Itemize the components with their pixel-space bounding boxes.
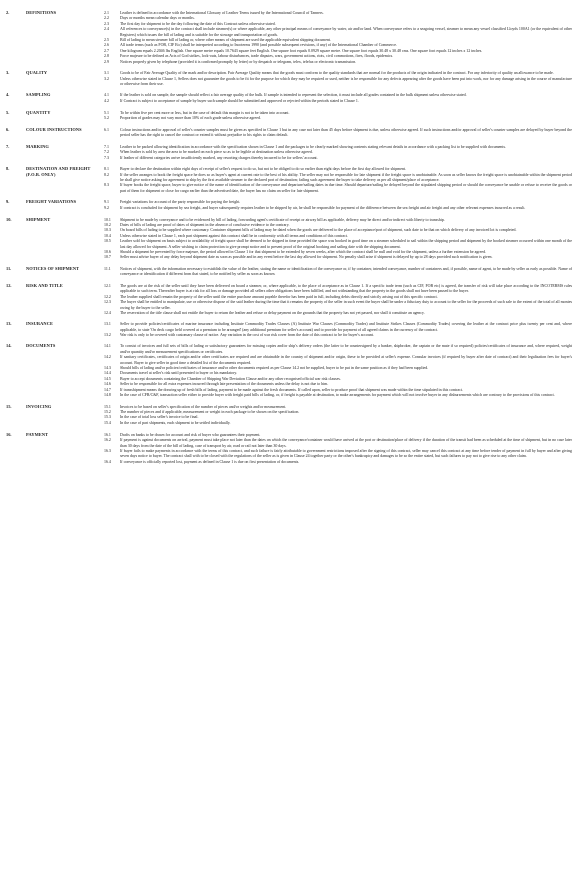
clause-number: 8.: [6, 166, 10, 172]
subclause-text: When leather is sold by area the area to be marked on each piece so as to be legible at destination unless otherwise agreed.: [120, 149, 313, 155]
clause-title: INVOICING: [26, 403, 52, 409]
subclause-number: 15.2: [104, 409, 111, 414]
subclause-text: If payment is against documents on arrival, payment must take place not later than the dates on which the conveyance/container would have arrived at the port or destination/place of delivery if the duration of the transit had been as scheduled at the time of shipment, but in no case later than 30 days from the date of the bill of lading, case of transport by air, road or rail not later than 30 days.: [120, 437, 572, 448]
subclause-number: 8.2: [104, 171, 109, 177]
subclause: [104, 448, 572, 459]
subclause-text: In the case of CFR/C&F, transaction seller either to provide buyer with freight paid bills of lading, or, if freight is payable at destination, to make arrangements for payment which will not involve buyer in any disbursements which are contrary to the provisions of this contract.: [120, 392, 555, 398]
subclause-number: 6.1: [104, 126, 109, 132]
clause-number: 4.: [6, 92, 10, 98]
subclause: [104, 459, 572, 464]
clause-title: DEFINITIONS: [26, 10, 57, 15]
subclause-text: If leather of different categories arrive insufficiently marked, any resorting charges thereby incurred to be for sellers' account.: [120, 154, 318, 160]
subclause-text: Goods to be of Fair Average Quality of the mark and/or description. Fair Average Quality means that the goods must conform to the quality standards that are normal for the products of the origin indicated in the contract. For any inferiority of quality an allowance to be made.: [120, 70, 554, 76]
subclause: [104, 182, 572, 193]
subclause-text: Leather to be packed allowing identification in accordance with the specification shown in Clause 1 and the packages to be clearly marked showing contents stating relevant details in accordance with a packing list to be supplied with documents.: [120, 144, 506, 149]
subclause-text: Should a shipment be prevented by force majeure, the period allowed in Clause 1 for that shipment to be extended by seven weeks, after which the contract shall be null and void for the shipment, unless a further extension be agreed.: [120, 249, 487, 255]
clause-title: RISK AND TITLE: [26, 283, 63, 288]
subclause: [104, 392, 572, 397]
subclause: [104, 59, 572, 64]
clause-items: [104, 92, 572, 103]
subclause-number: 4.2: [104, 97, 109, 103]
clause-number: 15.: [6, 403, 12, 409]
subclause-number: 5.1: [104, 109, 109, 115]
clause-number: 2.: [6, 10, 10, 15]
subclause-number: 14.3: [104, 365, 111, 371]
clause-items: [104, 127, 572, 138]
clause-title: DOCUMENTS: [26, 343, 56, 349]
subclause-number: 10.6: [104, 249, 111, 255]
subclause: [104, 310, 572, 315]
subclause: [104, 238, 572, 249]
subclause-text: Notices properly given by telephone (provided it is confirmed promptly by letter) or by despatch or telegram, telex, telefax or electronic transmission.: [120, 58, 357, 64]
subclause-text: If Contract is subject to acceptance of sample by buyer such sample should be submitted and approved or rejected within the periods stated in Clause 1.: [120, 97, 359, 103]
subclause-text: The reservation of the title clause shall not entitle the buyer to return the leather and refuse or delay payment on the grounds that the property has not yet passed, nor shall it constitute an agency.: [120, 310, 425, 316]
subclause-number: 15.3: [104, 414, 111, 420]
clause-title: COLOUR INSTRUCTIONS: [26, 126, 82, 132]
subclause-text: Proportion of grades may not vary more than 10% of each grade unless otherwise agreed.: [120, 115, 261, 120]
subclause-number: 14.5: [104, 375, 111, 381]
clause-items: [104, 166, 572, 193]
subclause-text: If the seller arranges to book the freight space he does so as buyer's agent at current rate to the best of his ability. The seller may not be responsible for late shipment if the freight space is unobtainable. As soon as seller knows the freight space is unobtainable within the shipment period he shall give notice asking for agreement to ship by the first available steamer to the declared port of destination; failing such agreement the buyer to take delivery as per all shipment/place of acceptance.: [120, 171, 572, 182]
subclause-number: 2.2: [104, 15, 109, 21]
subclause-text: To consist of invoices and full sets of bills of lading or satisfactory guarantees for missing copies and/or ship's delivery orders (the latter to be countersigned by a banker, shipbroker, the captain or the mate if so required) policies/certificates of insurance and, where required, weight and/or quantity and/or measurement specifications or certificates.: [120, 343, 572, 354]
subclause-text: Buyer to accept documents containing the Chamber of Shipping War Deviation Clause and/or any other recognised official war risk clauses.: [120, 375, 341, 381]
subclause: [104, 76, 572, 87]
subclause: [104, 26, 572, 37]
subclause: [104, 155, 572, 160]
subclause-text: If buyer fails to make payments in accordance with the terms of this contract, and such failure is fairly attributable to government restrictions imposed after the signing of this contract, seller may cancel this contract at any time before tender of payment in full by buyer and after giving seven days notice to buyer. The contract shall with to be closed with the regulations of the seller as is given in Clause 24 together party or the other's bankruptcy and damages to be so the entire stated, but such failures to pay not to give rise to any other claim.: [120, 448, 572, 459]
clause-items: [104, 283, 572, 315]
subclause-number: 7.3: [104, 154, 109, 160]
clause-items: [104, 10, 572, 64]
subclause-number: 14.1: [104, 343, 111, 349]
subclause-text: In the case of total loss seller's invoice to be final.: [120, 414, 199, 420]
subclause: [104, 283, 572, 294]
subclause-number: 3.1: [104, 70, 109, 76]
clause-title: DESTINATION AND FREIGHT (F.O.B. ONLY): [26, 166, 91, 177]
subclause-number: 15.1: [104, 403, 111, 409]
subclause-text: Documents travel at seller's risk until presented to buyer or his mandatory.: [120, 370, 238, 376]
subclause-number: 2.1: [104, 10, 109, 15]
subclause-number: 14.6: [104, 381, 111, 387]
clause-items: [104, 70, 572, 86]
subclause-text: Leather sold for shipment on basis subject to availability of freight space shall be deemed to be shipped in time provided the space was booked in good time on a steamer scheduled to sail within the shipping period and shipment by the booked steamer occurred within one month of the last day allowed for shipment. A seller wishing to claim protection to give prompt notice and to present proof of the original booking and sailing date with the shipping document.: [120, 238, 572, 249]
clause-title: MARKING: [26, 144, 49, 149]
clause-title: NOTICES OF SHIPMENT: [26, 265, 80, 271]
subclause-text: On board bills of lading to be supplied where customary. Container shipment bills of lading may be dated when the goods are delivered to the place of acceptance/port of shipment, such date to be that on which delivery of any invoiced lot is completed.: [120, 227, 517, 233]
subclause: [104, 332, 572, 337]
subclause-text: Unless otherwise stated in Clause 1, each part shipment against this contract shall be in conformity with all terms and conditions of this contract.: [120, 232, 348, 238]
clause-number: 5.: [6, 109, 10, 115]
clause-number: 9.: [6, 199, 10, 205]
subclause-number: 8.3: [104, 182, 109, 188]
subclause-number: 12.1: [104, 283, 111, 288]
subclause-number: 10.1: [104, 216, 111, 222]
subclause-number: 15.4: [104, 419, 111, 425]
subclause-number: 16.2: [104, 437, 111, 443]
subclause-text: Seller to be responsible for all extra expenses incurred through late presentation of the documents unless the delay is not due to him.: [120, 381, 329, 387]
subclause-number: 8.1: [104, 166, 109, 172]
subclause: [104, 115, 572, 120]
subclause-number: 12.3: [104, 299, 111, 305]
subclause-number: 2.9: [104, 58, 109, 64]
clause-number: 11.: [6, 265, 12, 271]
subclause-text: Bill of lading to mean steamer bill of lading or, where other means of shipment are used the applicable equivalent shipping document.: [120, 37, 331, 43]
subclause: [104, 354, 572, 365]
subclause-number: 14.2: [104, 354, 111, 360]
subclause-number: 7.2: [104, 149, 109, 155]
clause-number: 10.: [6, 216, 12, 222]
subclause: [104, 98, 572, 103]
subclause-text: If buyer books the freight space, buyer to give notice of the name of identification of the conveyance and departure/sailing dates in due time. Should departure/sailing be delayed beyond the stipulated shipping period or should the conveyance be unable or refuse to receive the goods or part of them for shipment or close for cargo earlier than the advertised date, the buyer has no claim on seller for late shipment.: [120, 182, 572, 193]
subclause-text: The number of pieces and if applicable, measurement or weight in each package to be shown on the specification.: [120, 409, 300, 414]
clause-items: [104, 266, 572, 277]
subclause-number: 10.4: [104, 232, 111, 238]
clause-items: [104, 404, 572, 426]
clause-title: FREIGHT VARIATIONS: [26, 199, 77, 205]
subclause-text: Leather is defined in accordance with the International Glossary of Leather Terms issued by the International Council of Tanners.: [120, 10, 324, 15]
subclause-number: 13.1: [104, 321, 111, 327]
clause-items: [104, 432, 572, 464]
clause-number: 16.: [6, 431, 12, 437]
clause-number: 6.: [6, 126, 10, 132]
subclause-text: Unless otherwise stated in Clause 1, Sellers does not guarantee the goods to be fit for the purpose for which they may be required or used, neither is he responsible for any defects appearing after the goods have been put into work, nor for any damage arising in the course of manufacture or otherwise from their use.: [120, 75, 572, 86]
clause-items: [104, 321, 572, 337]
subclause-text: Should bills of lading and/or policies/certificates of insurance and/or other documents required as per Clause 14.2 not be supplied, buyer to be put in the same position as if they had been supplied.: [120, 365, 429, 371]
subclause-number: 12.4: [104, 310, 111, 316]
subclause-text: War risk is only to be covered with customary clause of notice. Any variation in the cost of war risk cover from the date of this contract to be for buyer's account.: [120, 332, 374, 337]
subclause: [104, 205, 572, 210]
subclause-text: Force majeure to be defined as Acts of God strikes, lock-outs, labour disturbances, trade disputes, wars, government actions, riots, civil commotions, fires, floods, epidemics.: [120, 53, 394, 59]
subclause-number: 2.6: [104, 42, 109, 48]
subclause: [104, 266, 572, 277]
subclause-text: Invoices to be based on seller's specification of the number of pieces and/or weights and/or measurement.: [120, 403, 287, 409]
subclause-text: Dates of bills of lading are proof of dates of shipment in the absence of conclusive evidence to the contrary.: [120, 222, 290, 227]
clause-title: INSURANCE: [26, 321, 54, 327]
subclause-number: 11.1: [104, 265, 111, 271]
subclause-number: 9.2: [104, 204, 109, 210]
clause-number: 3.: [6, 70, 10, 76]
subclause: [104, 420, 572, 425]
subclause-number: 10.3: [104, 227, 111, 233]
subclause-text: If transshipment means the drawing up of fresh bills of lading, payment to be made against the fresh documents. If called upon, seller to produce proof that shipment was made within the time stipulated in this contract.: [120, 386, 463, 392]
subclause-text: Drafts on banks to be drawn for account and risk of buyer who guarantees their payment.: [120, 431, 261, 437]
subclause-number: 10.5: [104, 238, 111, 244]
subclause-number: 2.5: [104, 37, 109, 43]
subclause-number: 16.1: [104, 431, 111, 437]
subclause-number: 16.4: [104, 458, 111, 464]
subclause-text: All references to conveyance(s) in the contract shall include steamer(s) or where applicable, any other principal means of conveyance by water, air and/or land. When conveyance refers to a seagoing vessel, steamer to mean any vessel classified Lloyds 100A1 (or the equivalent of other Registers) which issues the bill of lading and is suitable for the stowage and transportation of goods.: [120, 26, 572, 37]
subclause-text: Seller to provide policies/certificates of marine insurance including Institute Commodity Trades Clauses (A) Institute War Clauses (Commodity Trades) and Institute Strikes Clauses (Commodity Trades) covering the leather at the contract price plus twenty per cent and, where applicable, to state 'On deck cargo held covered at a premium to be arranged' (any additional premium for seller's account) and to provide for payment of all agreed claims in the currency of the contract.: [120, 321, 572, 332]
subclause-text: The leather supplied shall remain the property of the seller until the entire purchase amount payable therefor has been paid in full, including debts directly and strictly arising out of this specific contract.: [120, 293, 438, 299]
subclause: [104, 343, 572, 354]
subclause-text: If contract is concluded for shipment by sea freight, and buyer subsequently requires leather to be shipped by air, he shall be responsible for payment of the difference between the sea freight and air freight and any other relevant expenses incurred as a result.: [120, 204, 526, 210]
subclause-number: 10.2: [104, 222, 111, 227]
subclause-number: 2.8: [104, 53, 109, 59]
subclause-text: Freight variations for account of the party responsible for paying the freight.: [120, 199, 241, 205]
subclause-text: The buyer shall be entitled to manipulate, use or otherwise dispose of the said leather during the time that it remains the property of the seller in such event the buyer shall be under a fiduciary duty to account to the seller for the proceeds of such sale to the extent of the total of all monies owing by the buyer to the seller.: [120, 299, 572, 310]
subclause-text: In the case of part shipments, each shipment to be settled individually.: [120, 419, 231, 425]
clause-items: [104, 217, 572, 260]
subclause-text: Colour instructions and/or approval of seller's counter samples must be given as specified in Clause 1 but in any case not later than 45 days before shipment is due, unless otherwise agreed. If such instructions and/or approval of seller's counter samples are delayed by buyer beyond the period seller has the right to cancel the contract or extend it without prejudice to his rights to claim default.: [120, 126, 572, 138]
subclause-text: One kilogram equals 2.2046 lbs English. One square metre equals 10.7643 square feet English. One square foot equals 0.0929 square metre. One square foot equals 30.48 x 30.48 cms. One square foot equals 12 inches x 12 inches.: [120, 47, 483, 53]
subclause-number: 12.2: [104, 293, 111, 299]
clause-items: [104, 199, 572, 210]
clause-items: [104, 343, 572, 397]
subclause-number: 14.4: [104, 370, 111, 376]
subclause-number: 5.2: [104, 115, 109, 120]
clause-number: 14.: [6, 343, 12, 349]
subclause-text: If the leather is sold on sample, the sample should reflect a fair average quality of the bulk. If sample is intended to represent the selection, it must include all grades contained in the bulk shipment unless otherwise stated.: [120, 92, 467, 98]
subclause: [104, 299, 572, 310]
clause-items: [104, 144, 572, 160]
subclause: [104, 172, 572, 183]
subclause-text: Seller must advise buyer of any delay beyond shipment date as soon as possible and in any event before the last day allowed for shipment. No penalty shall arise if shipment is delayed by up to 28 days provided such notification is given.: [120, 254, 493, 260]
clause-title: QUANTITY: [26, 109, 51, 115]
subclause-number: 16.3: [104, 448, 111, 454]
subclause-number: 9.1: [104, 199, 109, 205]
subclause-number: 2.3: [104, 20, 109, 26]
subclause-number: 10.7: [104, 254, 111, 260]
subclause-number: 3.2: [104, 75, 109, 81]
subclause: [104, 254, 572, 259]
clause-title: PAYMENT: [26, 431, 49, 437]
subclause-text: Days or months mean calendar days or months.: [120, 15, 195, 21]
subclause-text: Notices of shipment, with the information necessary to establish the value of the leather, stating the name or identification of the conveyance or, if by container, intended conveyance, number of containers and, if possible, name of agent, to be made by seller as early as possible. Name of conveyance or identification if different from that stated, to be notified by seller as soon as known.: [120, 265, 572, 277]
subclause-text: If sanitary certificates, certificates of origin and/or other certificates are required and are obtainable in the country of shipment and/or origin, these to be provided at seller's expense. Consular invoices (if required by buyer after date of contract) and their legalisation fees for buyer's account. Buyer to give seller in good time a detailed list of the documents required.: [120, 354, 572, 365]
subclause-number: 13.2: [104, 332, 111, 337]
subclause-number: 14.7: [104, 386, 111, 392]
subclause-number: 4.1: [104, 92, 109, 98]
subclause: [104, 127, 572, 138]
clause-title: SHIPMENT: [26, 216, 51, 222]
subclause-text: The first day for shipment to be the day following the date of this Contract unless otherwise stated.: [120, 20, 276, 26]
subclause-number: 7.1: [104, 144, 109, 149]
clause-number: 7.: [6, 144, 10, 149]
clause-title: QUALITY: [26, 70, 48, 76]
clause-title: SAMPLING: [26, 92, 51, 98]
subclause-text: Shipment to be made by conveyance and to be evidenced by bill of lading, forwarding agent's certificate of receipt or airway bill as applicable, delivery may be direct and/or indirect with liberty to transship.: [120, 216, 445, 222]
subclause-number: 2.7: [104, 47, 109, 53]
subclause-text: If conveyance is officially reported lost, payment as defined in Clause 1 is due on first presentation of documents.: [120, 458, 300, 464]
subclause-text: All trade terms (such as FOB, CIF Etc) shall be interpreted according to Incoterms 1990 (and possible subsequent revisions, if any) of the International Chamber of Commerce.: [120, 42, 397, 48]
subclause: [104, 437, 572, 448]
clause-number: 12.: [6, 283, 12, 288]
clause-number: 13.: [6, 321, 12, 327]
subclause-text: To be within five per cent more or less, but in the case of default this margin is not to be taken into account.: [120, 109, 290, 115]
subclause-number: 2.4: [104, 26, 109, 32]
clause-items: [104, 110, 572, 121]
subclause-text: The goods are at the risk of the seller until they have been delivered on board a steamer, or, where applicable, to the place of acceptance as in Clause 1. If a specific trade term (such as CIF, FOB etc) is agreed, the transfer of risk will take place according to the INCOTERMS rules applicable to such term. Thereafter buyer is at risk for all loss or damage provided all sellers other obligations have been fulfilled, and not withstanding that the property in the goods shall not have been passed to the buyer.: [120, 283, 572, 294]
subclause-number: 14.8: [104, 392, 111, 398]
subclause-text: Buyer to declare the destination within eight days of receipt of seller's request to do so, but not to be obliged to do so earlier than eight days before the first day allowed for shipment.: [120, 166, 407, 172]
subclause: [104, 321, 572, 332]
